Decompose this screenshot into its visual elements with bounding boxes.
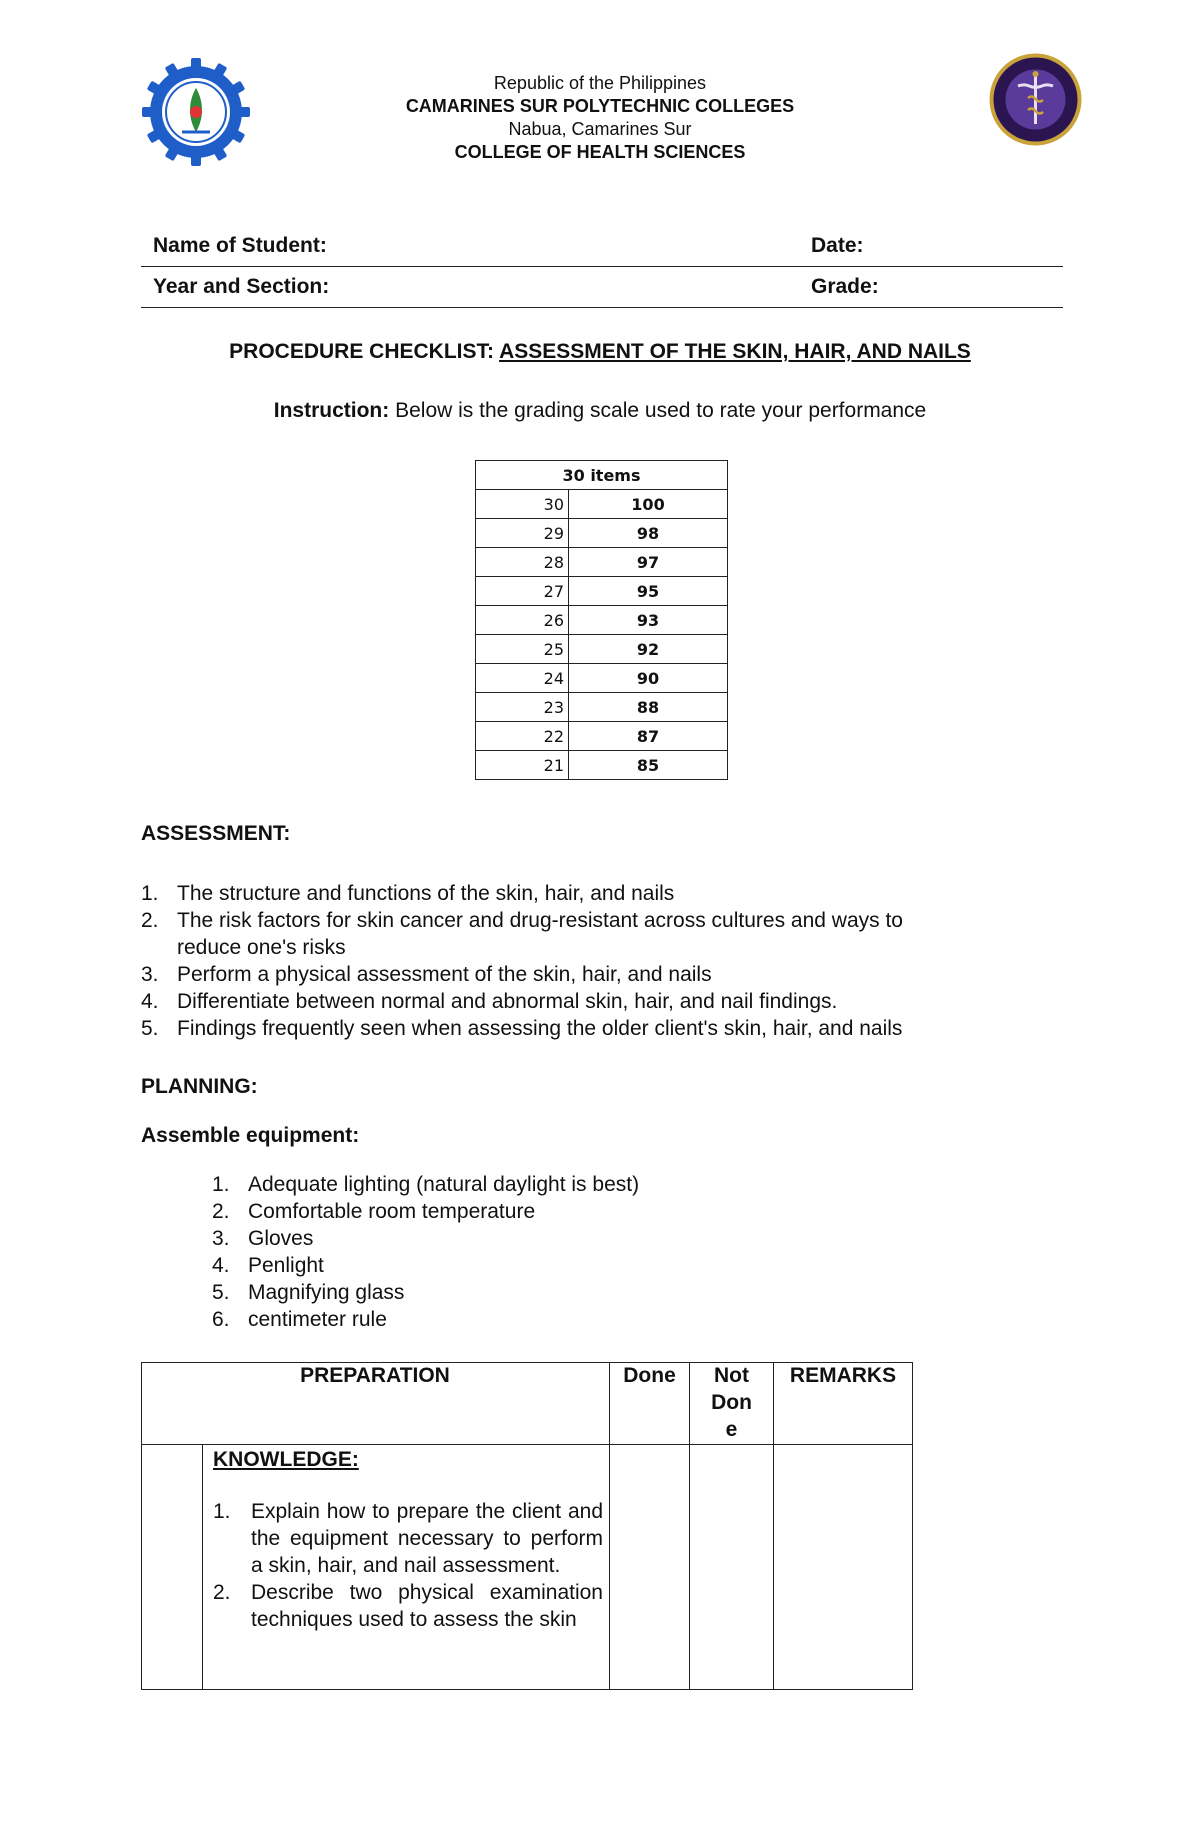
assessment-item bbox=[141, 880, 1021, 907]
grading-equivalent-grade: 90 bbox=[569, 664, 728, 693]
student-info-row-2 bbox=[141, 267, 1063, 308]
grading-items-correct: 26 bbox=[476, 606, 569, 635]
assessment-item-text: The risk factors for skin cancer and drug-resistant across cultures and ways to bbox=[177, 909, 903, 932]
equipment-item bbox=[212, 1198, 812, 1225]
grading-table-row bbox=[476, 490, 728, 519]
college-location: Nabua, Camarines Sur bbox=[508, 119, 692, 139]
knowledge-item-number: 2. bbox=[213, 1581, 231, 1604]
prep-col-done-border bbox=[609, 1362, 690, 1690]
assessment-item-number: 5. bbox=[141, 1017, 159, 1040]
equipment-item-number: 1. bbox=[212, 1173, 230, 1196]
grading-table-header-row bbox=[476, 461, 728, 490]
grading-table-row bbox=[476, 722, 728, 751]
grading-equivalent-grade: 100 bbox=[569, 490, 728, 519]
knowledge-item-text: Describe two physical examination techniques used to assess the skin bbox=[251, 1581, 603, 1631]
assessment-item-text: reduce one's risks bbox=[177, 936, 346, 959]
prep-col-remarks: REMARKS bbox=[789, 1364, 897, 1387]
equipment-item bbox=[212, 1306, 812, 1333]
equipment-item-text: centimeter rule bbox=[248, 1308, 387, 1331]
grading-equivalent-grade: 98 bbox=[569, 519, 728, 548]
equipment-item-number: 6. bbox=[212, 1308, 230, 1331]
planning-heading: PLANNING: bbox=[141, 1075, 258, 1098]
grading-items-correct: 21 bbox=[476, 751, 569, 780]
instruction-line bbox=[0, 399, 1200, 423]
equipment-item-number: 4. bbox=[212, 1254, 230, 1277]
assessment-item-text: Perform a physical assessment of the skin, hair, and nails bbox=[177, 963, 712, 986]
knowledge-list bbox=[213, 1498, 603, 1633]
not-done-line-3: e bbox=[725, 1418, 738, 1441]
name-of-student-label: Name of Student: bbox=[153, 234, 327, 257]
institution-header bbox=[0, 72, 1200, 164]
grading-scale-table bbox=[475, 460, 728, 780]
grading-table-row bbox=[476, 693, 728, 722]
prep-col-done: Done bbox=[623, 1364, 676, 1387]
document-title bbox=[0, 340, 1200, 364]
prep-col-preparation: PREPARATION bbox=[300, 1364, 450, 1387]
grading-table-row bbox=[476, 606, 728, 635]
grading-items-correct: 27 bbox=[476, 577, 569, 606]
equipment-item bbox=[212, 1171, 812, 1198]
not-done-line-1: Not bbox=[714, 1364, 749, 1387]
student-info-block bbox=[141, 226, 1063, 308]
equipment-item bbox=[212, 1252, 812, 1279]
grading-equivalent-grade: 93 bbox=[569, 606, 728, 635]
knowledge-item bbox=[213, 1498, 603, 1579]
college-name: CAMARINES SUR POLYTECHNIC COLLEGES bbox=[405, 96, 795, 116]
title-subject: ASSESSMENT OF THE SKIN, HAIR, AND NAILS bbox=[499, 340, 971, 363]
title-prefix: PROCEDURE CHECKLIST: bbox=[229, 340, 500, 363]
grading-items-correct: 29 bbox=[476, 519, 569, 548]
grading-equivalent-grade: 87 bbox=[569, 722, 728, 751]
grading-items-correct: 24 bbox=[476, 664, 569, 693]
assessment-item bbox=[141, 961, 1021, 988]
assessment-item-text: Findings frequently seen when assessing the older client's skin, hair, and nails bbox=[177, 1017, 903, 1040]
grading-equivalent-grade: 97 bbox=[569, 548, 728, 577]
grading-equivalent-grade: 88 bbox=[569, 693, 728, 722]
grading-equivalent-grade: 92 bbox=[569, 635, 728, 664]
equipment-list bbox=[212, 1171, 812, 1333]
preparation-table bbox=[141, 1362, 913, 1690]
assessment-item bbox=[141, 988, 1021, 1015]
equipment-item-text: Comfortable room temperature bbox=[248, 1200, 536, 1223]
grading-table-row bbox=[476, 664, 728, 693]
not-done-line-2: Don bbox=[711, 1391, 752, 1414]
equipment-item-number: 2. bbox=[212, 1200, 230, 1223]
republic-line: Republic of the Philippines bbox=[493, 73, 707, 93]
equipment-item-text: Gloves bbox=[248, 1227, 314, 1250]
grading-table-row bbox=[476, 751, 728, 780]
grading-table-header: 30 items bbox=[476, 461, 728, 490]
equipment-item-text: Adequate lighting (natural daylight is best) bbox=[248, 1173, 640, 1196]
equipment-item-text: Penlight bbox=[248, 1254, 324, 1277]
grading-items-correct: 30 bbox=[476, 490, 569, 519]
assessment-list bbox=[141, 880, 1021, 1042]
assessment-item-number: 1. bbox=[141, 882, 159, 905]
equipment-item-number: 3. bbox=[212, 1227, 230, 1250]
knowledge-item-text: Explain how to prepare the client and the equipment necessary to perform a skin, hair, and nail assessment. bbox=[251, 1500, 603, 1577]
knowledge-heading: KNOWLEDGE: bbox=[213, 1448, 359, 1471]
grade-label: Grade: bbox=[811, 275, 879, 298]
equipment-item-text: Magnifying glass bbox=[248, 1281, 405, 1304]
grading-equivalent-grade: 95 bbox=[569, 577, 728, 606]
assessment-item-number: 4. bbox=[141, 990, 159, 1013]
instruction-label: Instruction: bbox=[273, 399, 390, 422]
grading-table-row bbox=[476, 519, 728, 548]
department-name: COLLEGE OF HEALTH SCIENCES bbox=[454, 142, 746, 162]
assessment-item-number: 3. bbox=[141, 963, 159, 986]
grading-table-row bbox=[476, 577, 728, 606]
equipment-item bbox=[212, 1225, 812, 1252]
prep-inner-col-border bbox=[202, 1445, 203, 1690]
student-info-row-1 bbox=[141, 226, 1063, 267]
knowledge-item-number: 1. bbox=[213, 1500, 231, 1523]
grading-items-correct: 23 bbox=[476, 693, 569, 722]
assessment-item-text: Differentiate between normal and abnormal skin, hair, and nail findings. bbox=[177, 990, 838, 1013]
assessment-item bbox=[141, 1015, 1021, 1042]
grading-equivalent-grade: 85 bbox=[569, 751, 728, 780]
year-section-label: Year and Section: bbox=[153, 275, 330, 298]
grading-items-correct: 22 bbox=[476, 722, 569, 751]
assessment-item-text: The structure and functions of the skin, hair, and nails bbox=[177, 882, 675, 905]
prep-col-remarks-border bbox=[773, 1362, 774, 1690]
date-label: Date: bbox=[811, 234, 864, 257]
instruction-text: Below is the grading scale used to rate your performance bbox=[389, 399, 927, 422]
grading-items-correct: 25 bbox=[476, 635, 569, 664]
assessment-heading: ASSESSMENT: bbox=[141, 822, 291, 845]
assessment-item-number: 2. bbox=[141, 909, 159, 932]
assessment-item bbox=[141, 907, 1021, 961]
grading-items-correct: 28 bbox=[476, 548, 569, 577]
prep-col-not-done bbox=[690, 1362, 773, 1443]
equipment-item-number: 5. bbox=[212, 1281, 230, 1304]
grading-table-row bbox=[476, 635, 728, 664]
grading-table-row bbox=[476, 548, 728, 577]
knowledge-item bbox=[213, 1579, 603, 1633]
assemble-equipment-heading: Assemble equipment: bbox=[141, 1124, 360, 1147]
equipment-item bbox=[212, 1279, 812, 1306]
